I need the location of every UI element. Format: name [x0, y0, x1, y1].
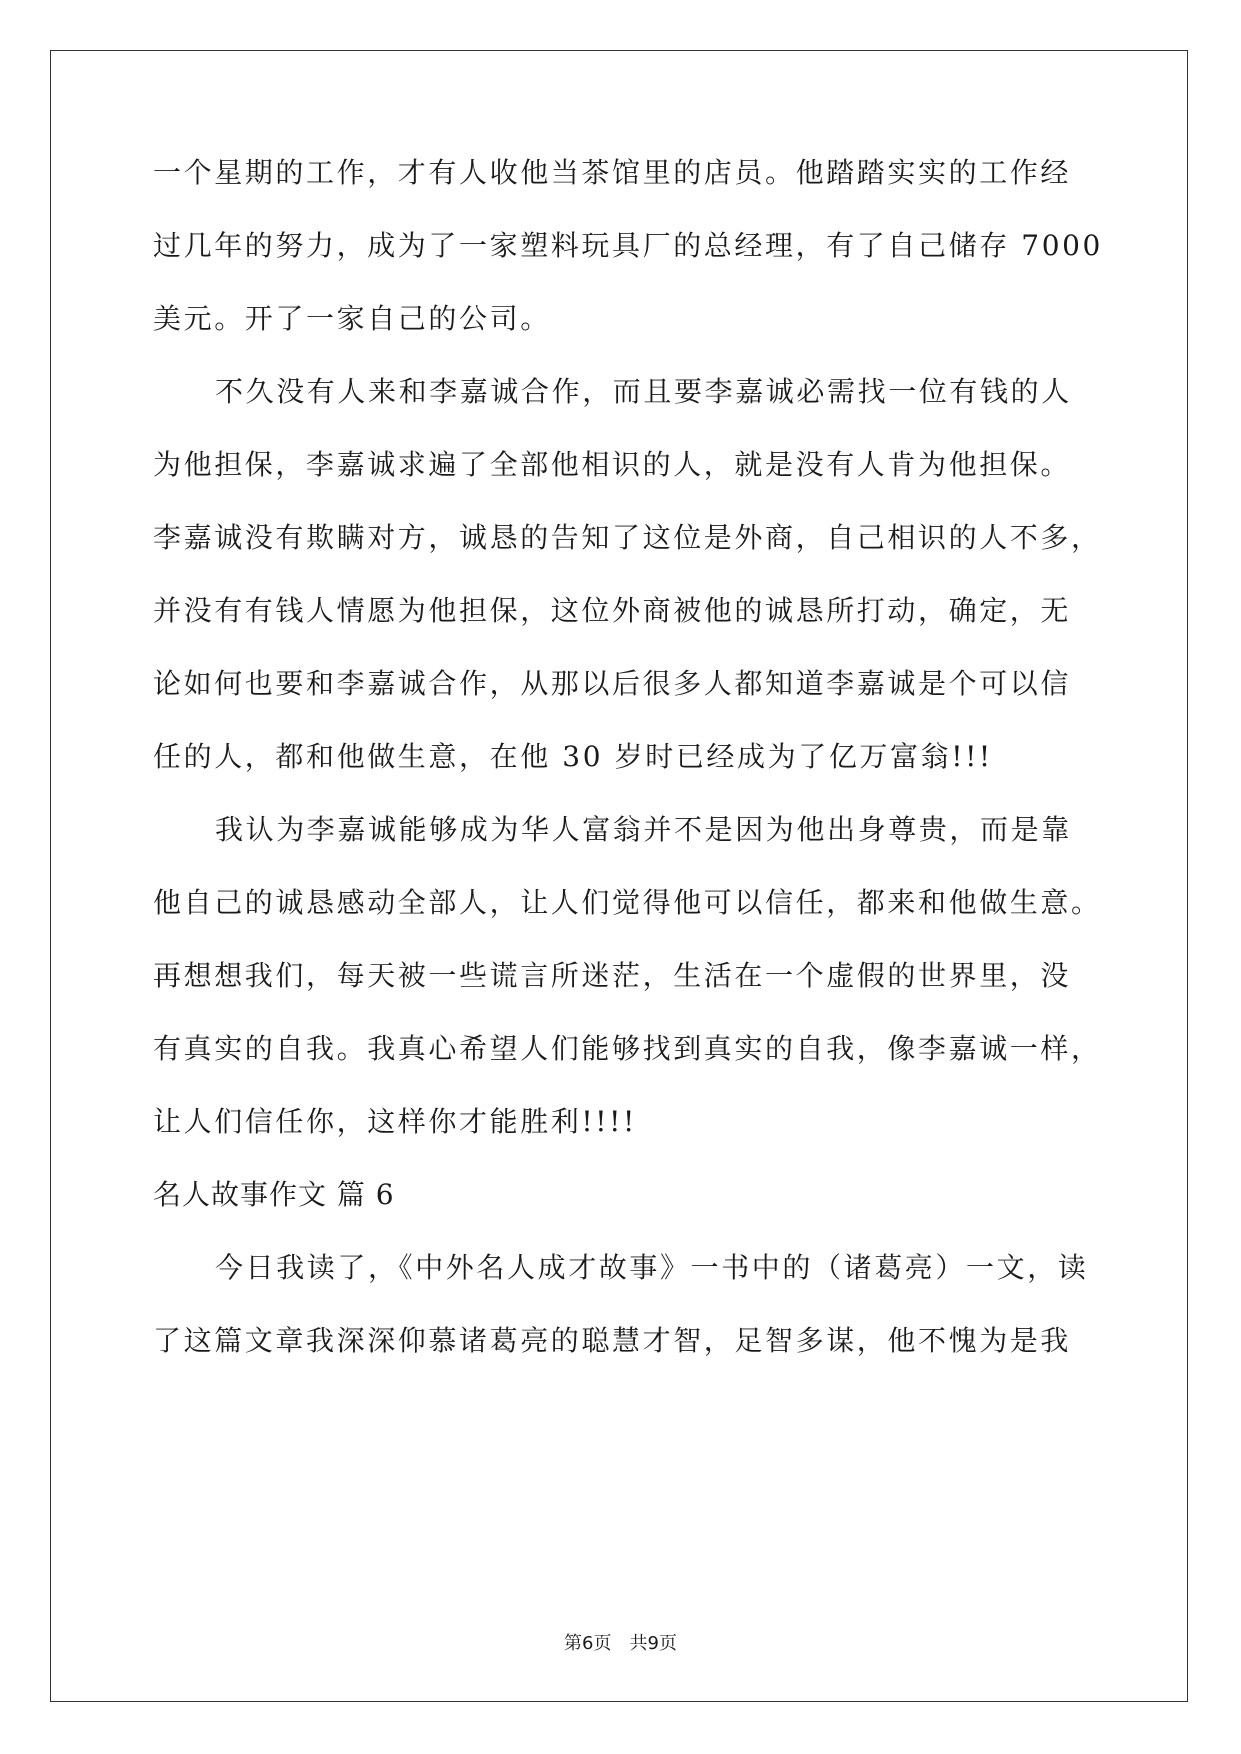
page-prefix: 第 [564, 1633, 583, 1654]
body-text-line: 有真实的自我。我真心希望人们能够找到真实的自我，像李嘉诚一样， [153, 1032, 1102, 1065]
page-total: 9 [647, 1633, 659, 1654]
section-heading: 名人故事作文 篇 6 [153, 1178, 395, 1211]
body-text-line: 再想想我们，每天被一些谎言所迷茫，生活在一个虚假的世界里，没 [153, 959, 1072, 992]
body-text-line: 他自己的诚恳感动全部人，让人们觉得他可以信任，都来和他做生意。 [153, 886, 1102, 919]
paragraph-first-line: 今日我读了，《中外名人成才故事》一书中的（诸葛亮）一文，读 [215, 1251, 1089, 1284]
paragraph-first-line: 不久没有人来和李嘉诚合作，而且要李嘉诚必需找一位有钱的人 [215, 375, 1072, 408]
body-text-line: 任的人，都和他做生意，在他 30 岁时已经成为了亿万富翁!!! [153, 740, 993, 773]
page-footer [0, 1632, 1241, 1656]
body-text-line: 李嘉诚没有欺瞒对方，诚恳的告知了这位是外商，自己相识的人不多， [153, 521, 1102, 554]
total-suffix: 页 [658, 1633, 677, 1654]
body-text-line: 过几年的努力，成为了一家塑料玩具厂的总经理，有了自己储存 7000 [153, 229, 1103, 262]
body-text-line: 并没有有钱人情愿为他担保，这位外商被他的诚恳所打动，确定，无 [153, 594, 1072, 627]
body-text-line: 论如何也要和李嘉诚合作，从那以后很多人都知道李嘉诚是个可以信 [153, 667, 1072, 700]
paragraph-first-line: 我认为李嘉诚能够成为华人富翁并不是因为他出身尊贵，而是靠 [215, 813, 1072, 846]
body-text-line: 美元。开了一家自己的公司。 [153, 302, 551, 335]
page-current: 6 [582, 1633, 594, 1654]
total-prefix: 共 [629, 1633, 648, 1654]
body-text-line: 为他担保，李嘉诚求遍了全部他相识的人，就是没有人肯为他担保。 [153, 448, 1072, 481]
page-border [50, 50, 1188, 1702]
page-suffix: 页 [593, 1633, 612, 1654]
body-text-line: 一个星期的工作，才有人收他当茶馆里的店员。他踏踏实实的工作经 [153, 156, 1072, 189]
body-text-line: 了这篇文章我深深仰慕诸葛亮的聪慧才智，足智多谋，他不愧为是我 [153, 1324, 1072, 1357]
body-text-line: 让人们信任你，这样你才能胜利!!!! [153, 1105, 637, 1138]
